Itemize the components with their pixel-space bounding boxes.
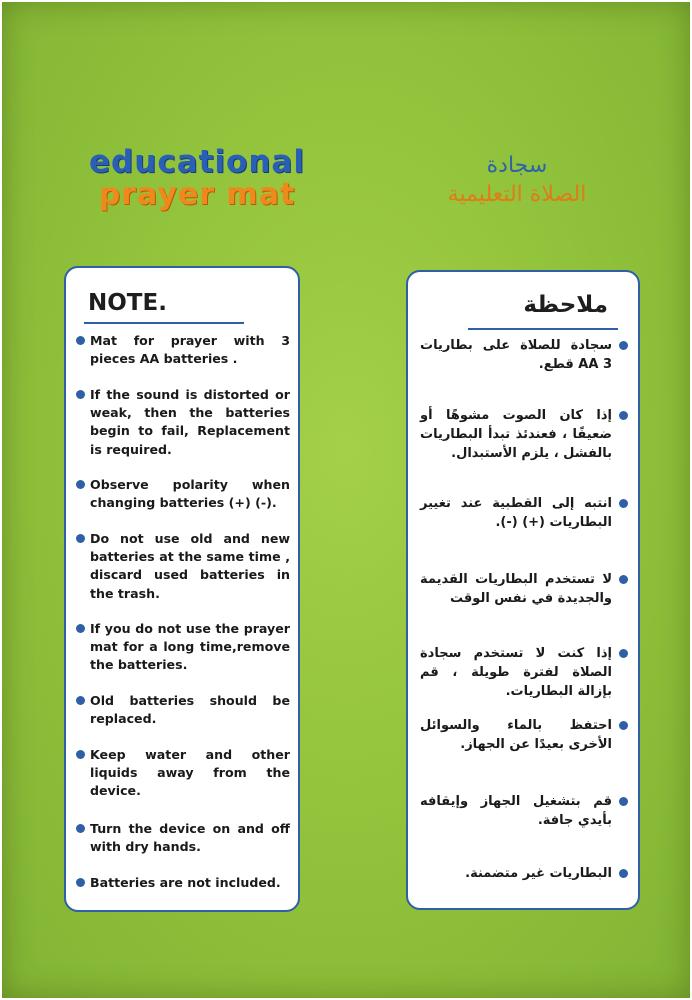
title-arabic <box>397 152 637 210</box>
note-card-english <box>64 266 300 912</box>
bullet-icon <box>619 341 628 350</box>
note-item: قم بتشغيل الجهاز وإيقافه بأيدي جافة. <box>420 792 630 830</box>
title-arabic-line1: سجادة <box>486 153 548 178</box>
note-item: إذا كنت لا تستخدم سجادة الصلاة لفترة طويلة ، قم بإزالة البطاريات. <box>420 644 630 701</box>
note-item: If the sound is distorted or weak, then the batteries begin to fail, Replacement is required. <box>74 386 290 459</box>
bullet-icon <box>619 499 628 508</box>
bullet-icon <box>76 480 85 489</box>
bullet-icon <box>619 575 628 584</box>
title-arabic-line2: الصلاة التعليمية <box>447 182 587 207</box>
bullet-icon <box>76 878 85 887</box>
note-item: If you do not use the prayer mat for a long time,remove the batteries. <box>74 620 290 675</box>
bullet-icon <box>76 824 85 833</box>
bullet-icon <box>76 390 85 399</box>
title-english-line2: prayer mat <box>98 177 296 212</box>
heading-underline <box>468 328 618 330</box>
note-item: سجادة للصلاة على بطاريات AA 3 قطع. <box>420 336 630 374</box>
title-english-line1: educational <box>89 144 305 180</box>
bullet-icon <box>619 869 628 878</box>
bullet-icon <box>619 411 628 420</box>
bullet-icon <box>76 750 85 759</box>
title-english <box>77 145 317 211</box>
note-item: Keep water and other liquids away from the device. <box>74 746 290 801</box>
bullet-icon <box>619 797 628 806</box>
note-heading-english: NOTE. <box>88 290 167 316</box>
note-item: Mat for prayer with 3 pieces AA batteries . <box>74 332 290 368</box>
bullet-icon <box>76 534 85 543</box>
note-item: Do not use old and new batteries at the same time , discard used batteries in the trash. <box>74 530 290 603</box>
bullet-icon <box>619 649 628 658</box>
note-item: لا تستخدم البطاريات القديمة والجديدة في نفس الوقت <box>420 570 630 608</box>
note-item: Turn the device on and off with dry hands. <box>74 820 290 856</box>
note-item: احتفظ بالماء والسوائل الأخرى بعيدًا عن الجهاز. <box>420 716 630 754</box>
note-item: Batteries are not included. <box>74 874 290 892</box>
note-item: Observe polarity when changing batteries (+) (-). <box>74 476 290 512</box>
note-heading-arabic: ملاحظة <box>523 292 608 318</box>
note-card-arabic <box>406 270 640 910</box>
heading-underline <box>84 322 244 324</box>
bullet-icon <box>619 721 628 730</box>
bullet-icon <box>76 696 85 705</box>
note-item: البطاريات غير متضمنة. <box>420 864 630 883</box>
note-item: انتبه إلى القطبية عند تغيير البطاريات (+) (-). <box>420 494 630 532</box>
product-box-back <box>2 2 690 998</box>
bullet-icon <box>76 336 85 345</box>
bullet-icon <box>76 624 85 633</box>
note-item: إذا كان الصوت مشوهًا أو ضعيفًا ، فعندئذ تبدأ البطاريات بالفشل ، يلزم الأستبدال. <box>420 406 630 463</box>
note-item: Old batteries should be replaced. <box>74 692 290 728</box>
